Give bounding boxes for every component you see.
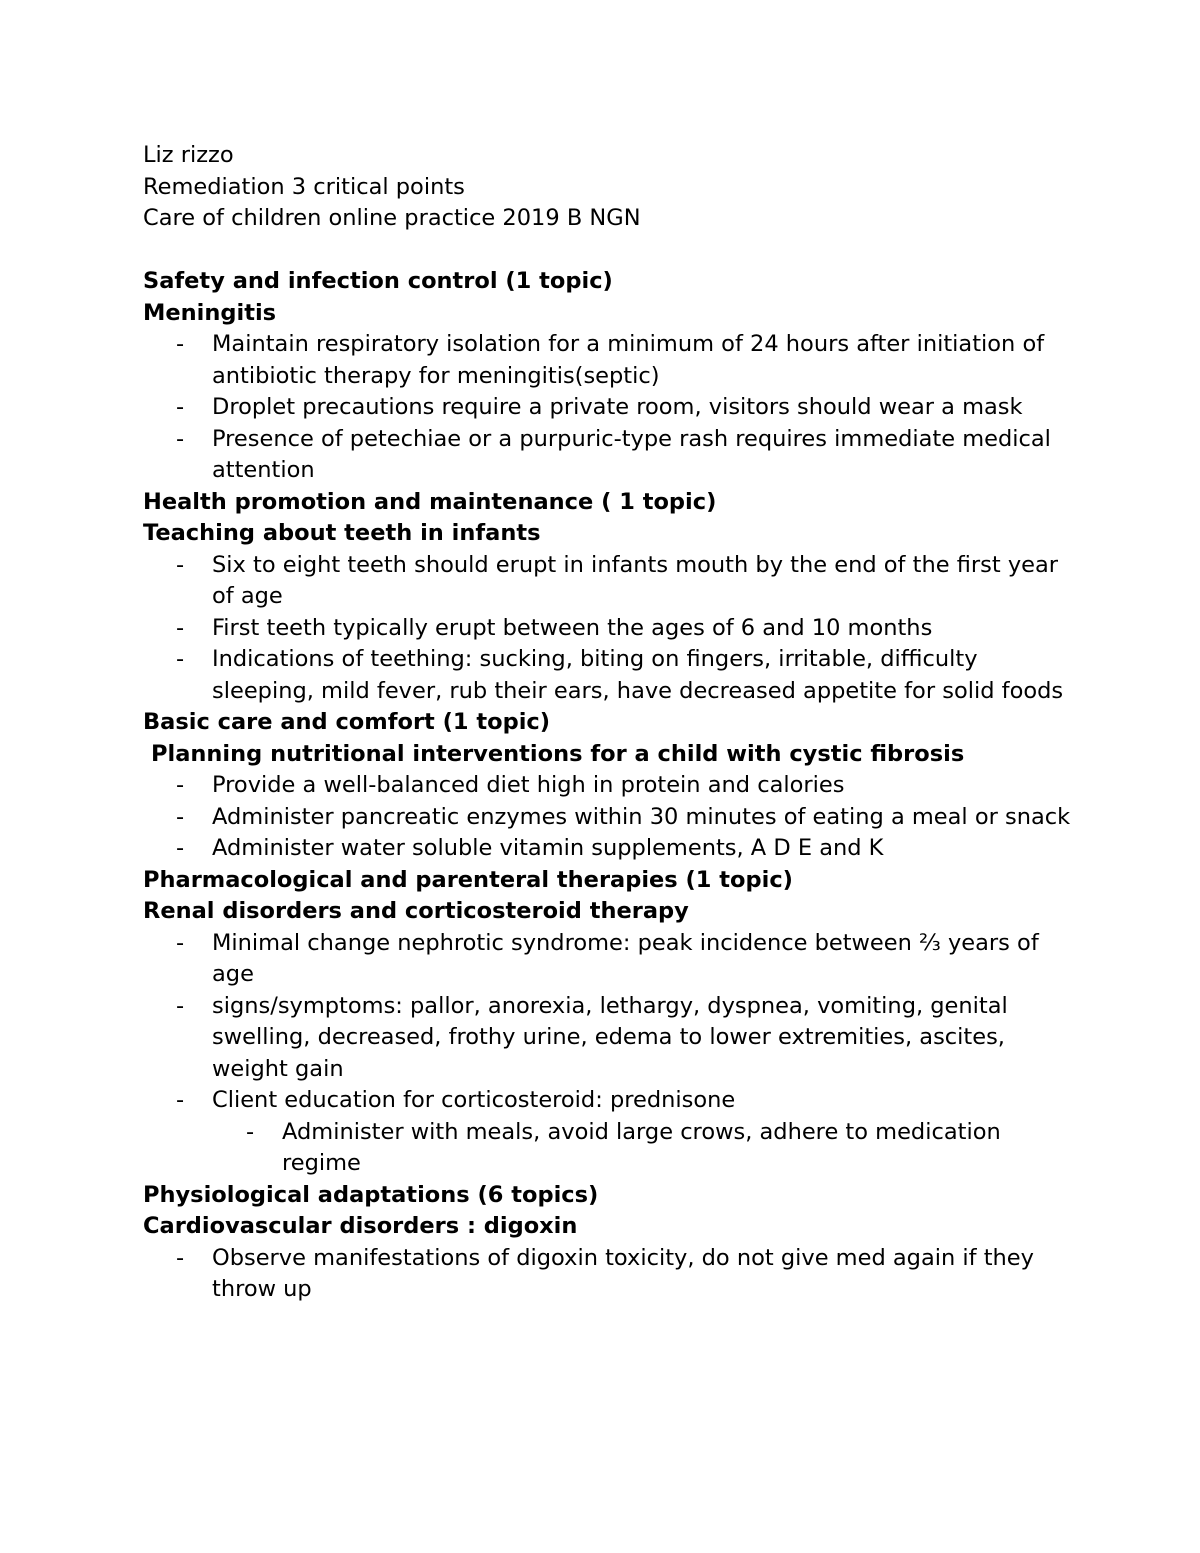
list-item — [176, 1085, 1073, 1180]
bullet-text: Minimal change nephrotic syndrome: peak incidence between ⅔ years of age — [212, 929, 1039, 987]
bullet-dash: - — [176, 331, 185, 357]
list-item — [176, 392, 1073, 424]
bullet-text: Administer pancreatic enzymes within 30 minutes of eating a meal or snack — [212, 803, 1071, 830]
bullet-dash: - — [176, 803, 185, 830]
list-item — [176, 613, 1073, 645]
list-item — [176, 550, 1073, 613]
bullet-dash: - — [176, 929, 185, 956]
document-subtitle: Remediation 3 critical points — [143, 173, 465, 200]
bullet-list — [143, 928, 1073, 1180]
bullet-dash: - — [176, 425, 185, 452]
bullet-list — [143, 1243, 1073, 1306]
section-category: Basic care and comfort (1 topic) — [143, 709, 551, 735]
document-page — [143, 140, 1073, 1306]
bullet-dash: - — [176, 1244, 185, 1271]
bullet-dash: - — [176, 772, 185, 798]
bullet-dash: - — [246, 1118, 255, 1145]
list-item — [176, 1243, 1073, 1306]
list-item — [176, 833, 1073, 865]
bullet-text: Observe manifestations of digoxin toxicity, do not give med again if they throw up — [212, 1244, 1034, 1302]
bullet-text: Provide a well-balanced diet high in protein and calories — [212, 772, 845, 798]
section-topic: Meningitis — [143, 299, 277, 326]
bullet-text: Droplet precautions require a private room, visitors should wear a mask — [212, 394, 1023, 420]
bullet-dash: - — [176, 1087, 185, 1113]
list-item — [176, 329, 1073, 392]
section-category: Health promotion and maintenance ( 1 topic) — [143, 488, 717, 515]
bullet-dash: - — [176, 992, 185, 1019]
sub-bullet-list — [212, 1117, 1073, 1180]
blank-line — [143, 235, 1073, 267]
bullet-text: signs/symptoms: pallor, anorexia, lethargy, dyspnea, vomiting, genital swelling, decreased, frothy urine, edema to lower extremities, ascites, weight gain — [212, 992, 1008, 1082]
bullet-dash: - — [176, 551, 185, 578]
section-category: Physiological adaptations (6 topics) — [143, 1181, 599, 1208]
section-topic: Planning nutritional interventions for a child with cystic fibrosis — [151, 740, 965, 767]
bullet-text: First teeth typically erupt between the ages of 6 and 10 months — [212, 614, 933, 641]
list-item — [176, 770, 1073, 802]
course-title: Care of children online practice 2019 B NGN — [143, 205, 641, 231]
bullet-text: Six to eight teeth should erupt in infants mouth by the end of the first year of age — [212, 551, 1059, 609]
list-item — [176, 991, 1073, 1086]
section-category: Safety and infection control (1 topic) — [143, 268, 613, 294]
bullet-text: Administer water soluble vitamin supplements, A D E and K — [212, 835, 884, 861]
list-item — [246, 1117, 1073, 1180]
bullet-dash: - — [176, 646, 185, 672]
section-topic: Cardiovascular disorders : digoxin — [143, 1213, 578, 1239]
bullet-text: Maintain respiratory isolation for a minimum of 24 hours after initiation of antibiotic therapy for meningitis(septic) — [212, 331, 1045, 389]
section-category: Pharmacological and parenteral therapies (1 topic) — [143, 866, 793, 893]
list-item — [176, 928, 1073, 991]
list-item — [176, 802, 1073, 834]
bullet-text: Indications of teething: sucking, biting on fingers, irritable, difficulty sleeping, mild fever, rub their ears, have decreased appetite for solid foods — [212, 646, 1064, 704]
bullet-list — [143, 770, 1073, 865]
bullet-text: Administer with meals, avoid large crows, adhere to medication regime — [282, 1118, 1001, 1176]
bullet-list — [143, 329, 1073, 487]
list-item — [176, 644, 1073, 707]
section-topic: Renal disorders and corticosteroid therapy — [143, 898, 689, 924]
bullet-dash: - — [176, 394, 185, 420]
bullet-list — [143, 550, 1073, 708]
bullet-text: Client education for corticosteroid: prednisone — [212, 1087, 736, 1113]
section-topic: Teaching about teeth in infants — [143, 520, 541, 546]
bullet-dash: - — [176, 614, 185, 641]
bullet-text: Presence of petechiae or a purpuric-type rash requires immediate medical attention — [212, 425, 1051, 483]
bullet-dash: - — [176, 835, 185, 861]
author-name: Liz rizzo — [143, 142, 234, 168]
list-item — [176, 424, 1073, 487]
